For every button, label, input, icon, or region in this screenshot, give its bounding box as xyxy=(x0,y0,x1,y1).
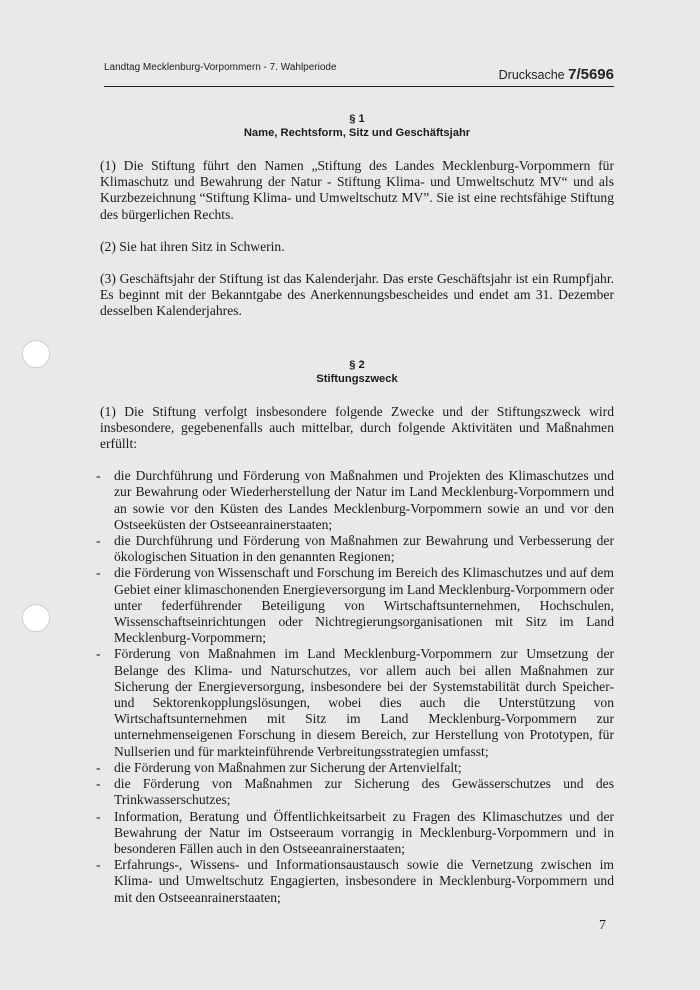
paragraph: (3) Geschäftsjahr der Stiftung ist das Kalenderjahr. Das erste Geschäftsjahr ist ein Rumpfjahr. Es beginnt mit der Bekanntgabe des Anerkennungsbescheides und endet am 31. Dezember desselben Kalenderjahres. xyxy=(100,271,614,319)
paragraph: (1) Die Stiftung verfolgt insbesondere folgende Zwecke und der Stiftungszweck wird insbesondere, gegebenenfalls auch mittelbar, durch folgende Aktivitäten und Maßnahmen erfüllt: xyxy=(100,403,614,452)
header-rule xyxy=(104,86,614,87)
section-title: Name, Rechtsform, Sitz und Geschäftsjahr xyxy=(243,127,471,139)
header-parliament: Landtag Mecklenburg-Vorpommern - 7. Wahlperiode xyxy=(104,62,337,73)
header-doc-label: Drucksache xyxy=(498,68,565,82)
list-item: - Information, Beratung und Öffentlichkeitsarbeit zu Fragen des Klimaschutzes und der Bewahrung der Natur im Ostseeraum vorrangig in Mecklenburg-Vorpommern und in besonderen Fällen auch in den Ostseeanrainerstaaten; xyxy=(100,809,614,858)
punch-hole xyxy=(22,604,50,632)
list-item: - die Förderung von Maßnahmen zur Sicherung des Gewässerschutzes und des Trinkwasserschutzes; xyxy=(100,776,614,808)
paragraph: (1) Die Stiftung führt den Namen „Stiftung des Landes Mecklenburg-Vorpommern für Klimaschutz und Bewahrung der Natur - Stiftung Klima- und Umweltschutz MV“ und als Kurzbezeichnung “Stiftung Klima- und Umweltschutz MV”. Sie ist eine rechtsfähige Stiftung des bürgerlichen Rechts. xyxy=(100,158,614,222)
document-body xyxy=(100,112,614,906)
list-item: - die Förderung von Maßnahmen zur Sicherung der Artenvielfalt; xyxy=(100,760,614,776)
section-number: § 2 xyxy=(349,358,365,371)
punch-hole xyxy=(22,340,50,368)
paragraph: (2) Sie hat ihren Sitz in Schwerin. xyxy=(100,238,285,254)
list-item: - Förderung von Maßnahmen im Land Mecklenburg-Vorpommern zur Umsetzung der Belange des Klima- und Naturschutzes, vor allem auch bei allen Maßnahmen zur Sicherung der Energieversorgung, insbesondere bei der Systemstabilität durch Speicher- und Sektorenkopplungslösungen, wobei dies auch die Unterstützung von Wirtschaftsunternehmen mit Sitz im Land Mecklenburg-Vorpommern zur unternehmenseigenen Forschung in diesem Bereich, zur Herstellung von Prototypen, für Nullserien und für markteinführende Verbreitungsstrategien umfasst; xyxy=(100,646,614,759)
section-title: Stiftungszweck xyxy=(316,372,398,385)
section-number: § 1 xyxy=(349,113,365,125)
list-item: - die Durchführung und Förderung von Maßnahmen und Projekten des Klimaschutzes und zur Bewahrung oder Wiederherstellung der Natur im Land Mecklenburg-Vorpommern und an sowie vor den Küsten des Landes Mecklenburg-Vorpommern sowie an und vor den Ostseeküsten der Ostseeanrainerstaaten; xyxy=(100,468,614,533)
header-document-number xyxy=(499,66,614,83)
list-item: - Erfahrungs-, Wissens- und Informationsaustausch sowie die Vernetzung zwischen im Klima- und Umweltschutz Engagierten, insbesondere in Mecklenburg-Vorpommern und mit den Ostseeanrainerstaaten; xyxy=(100,857,614,906)
header-doc-number: 7/5696 xyxy=(568,66,614,83)
list-item: - die Förderung von Wissenschaft und Forschung im Bereich des Klimaschutzes und auf dem Gebiet einer klimaschonenden Energieversorgung im Land Mecklenburg-Vorpommern oder unter federführender Beteiligung von Wirtschaftsunternehmen, Hochschulen, Wissenschaftseinrichtungen oder Nichtregierungsorganisationen mit Sitz im Land Mecklenburg-Vorpommern; xyxy=(100,565,614,646)
list-item: - die Durchführung und Förderung von Maßnahmen zur Bewahrung und Verbesserung der ökologischen Situation in den genannten Regionen; xyxy=(100,533,614,565)
page-number: 7 xyxy=(599,918,606,933)
purpose-list xyxy=(100,468,614,905)
